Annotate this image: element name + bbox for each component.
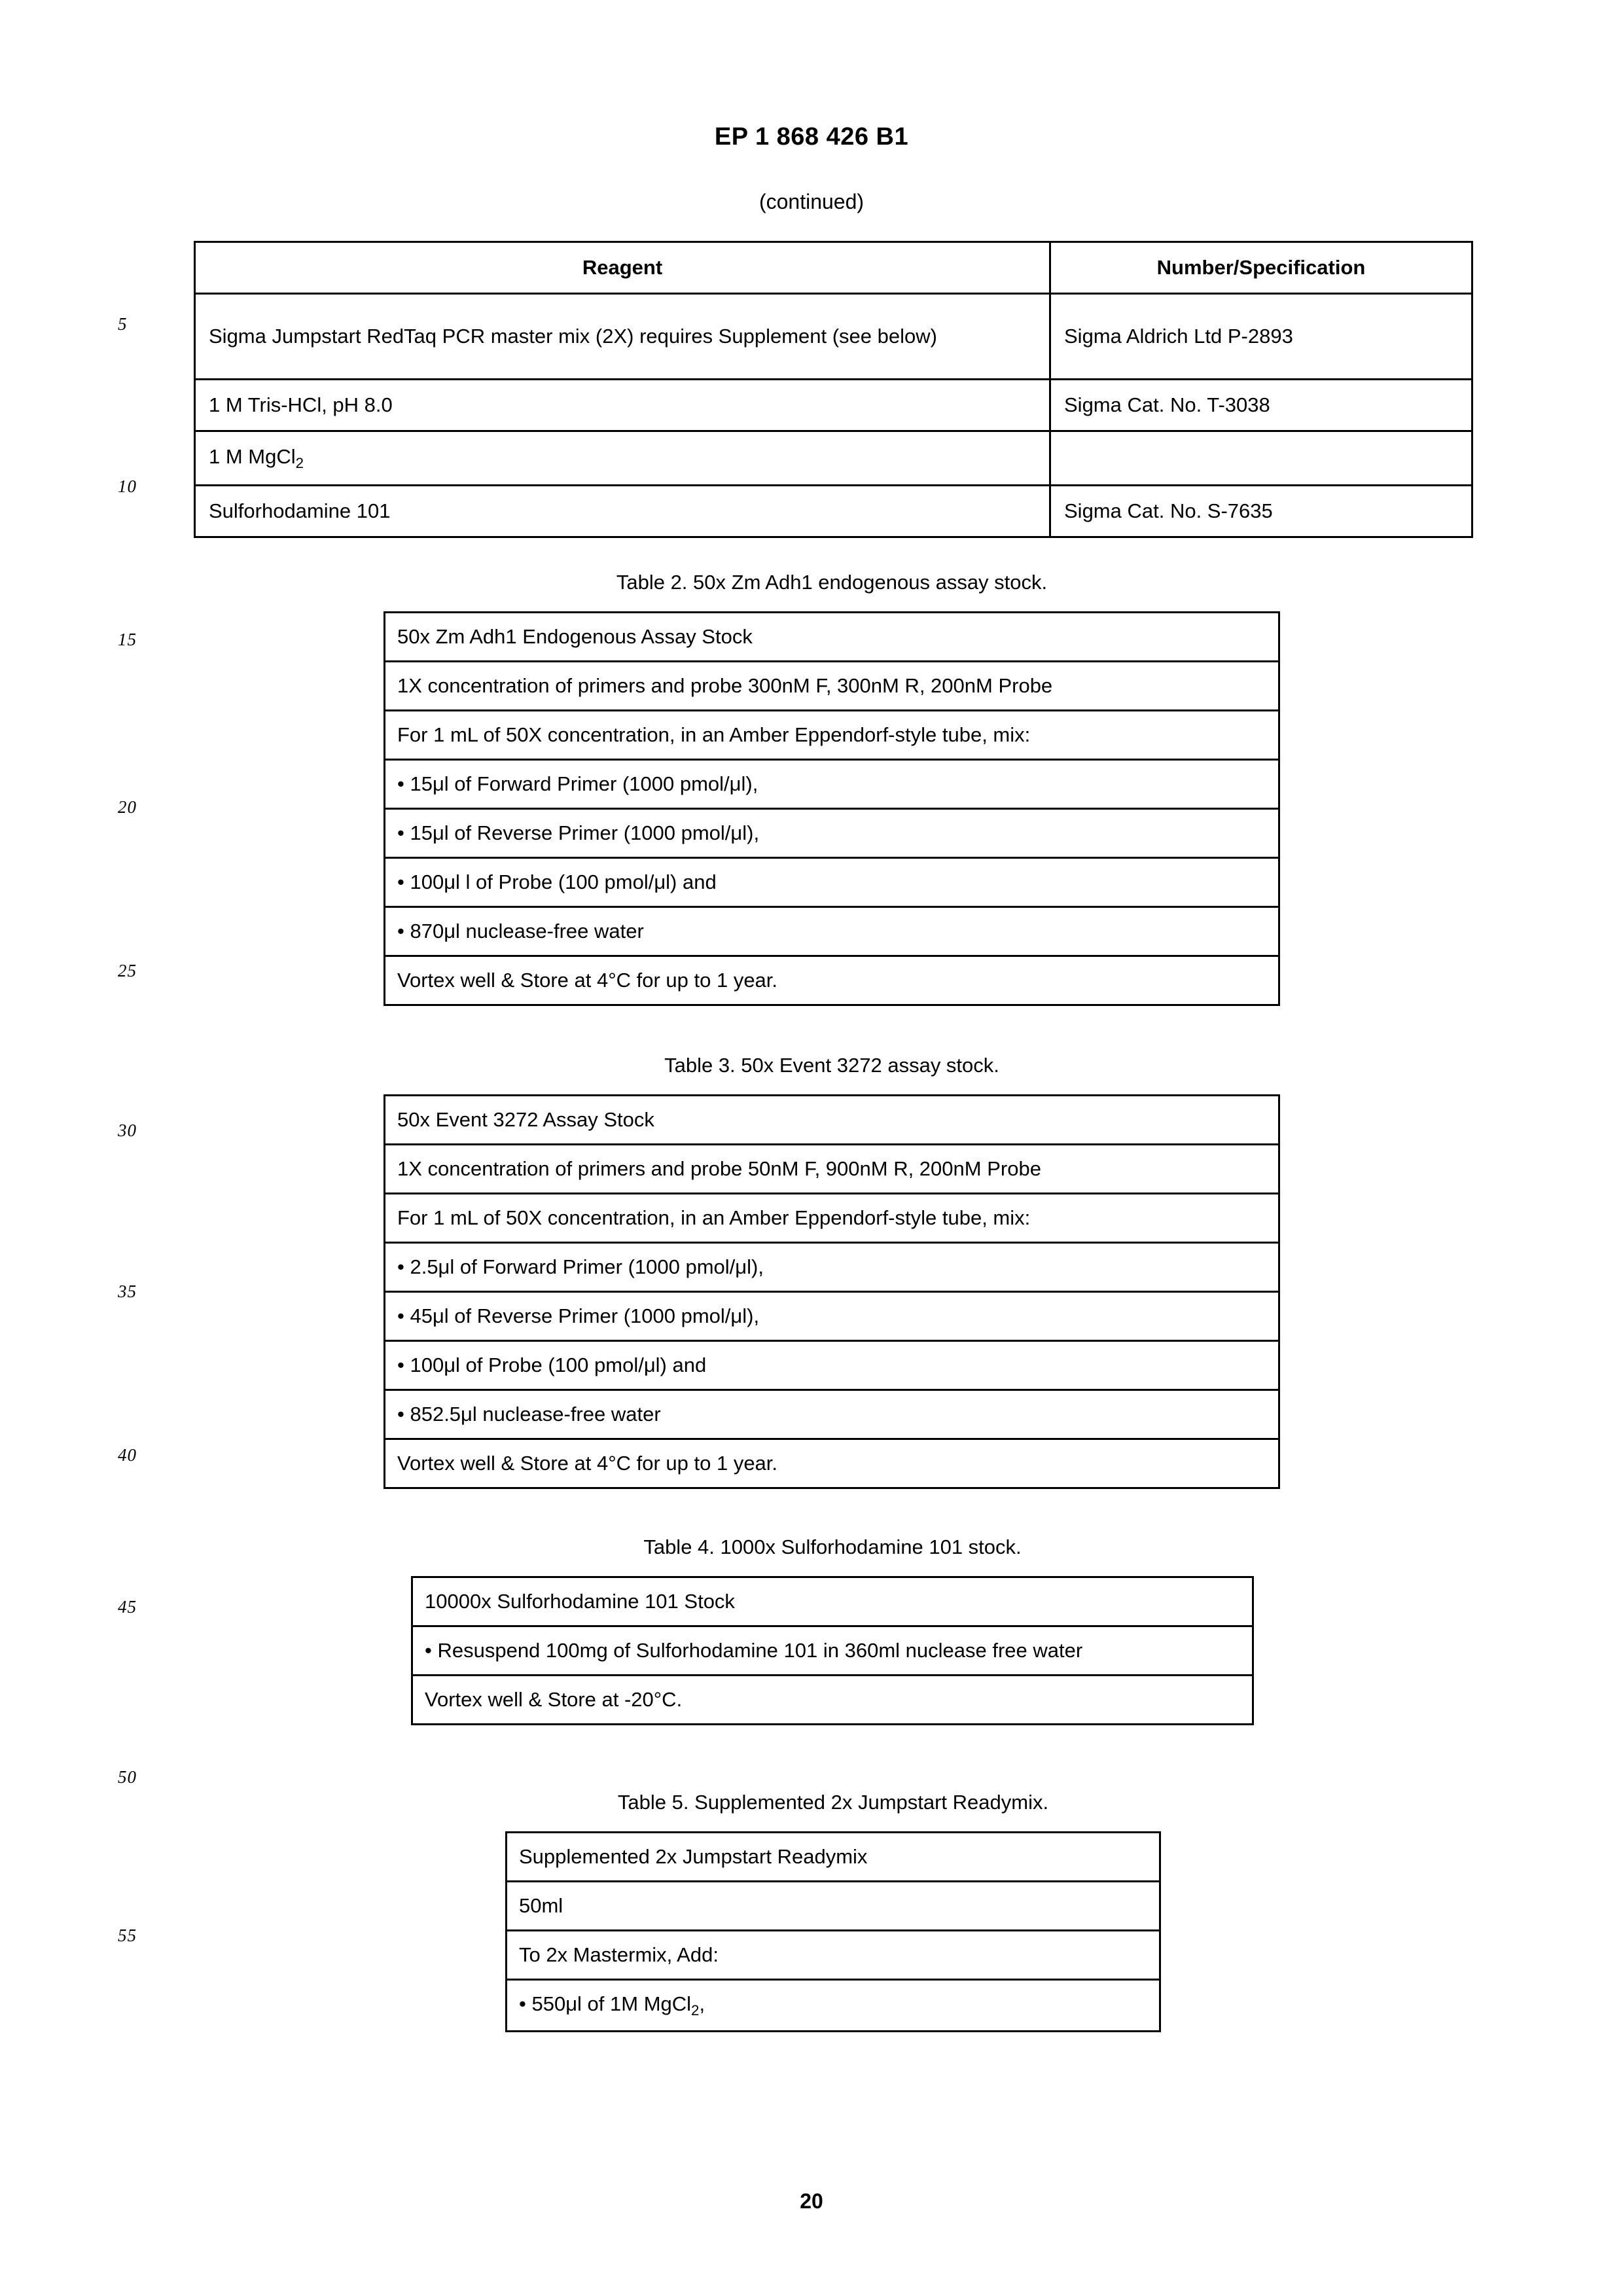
table2-footer: Vortex well & Store at 4°C for up to 1 year.: [385, 956, 1279, 1005]
table2-item: • 100μl l of Probe (100 pmol/μl) and: [385, 858, 1279, 907]
table5-item: [507, 1980, 1160, 2032]
cell-reagent-subscript: 2: [295, 455, 304, 472]
table-header-row: [195, 242, 1472, 294]
table5-title: Supplemented 2x Jumpstart Readymix: [507, 1833, 1160, 1882]
table-row: [507, 1833, 1160, 1882]
table3-item: • 2.5μl of Forward Primer (1000 pmol/μl),: [385, 1243, 1279, 1292]
table5-item-suffix: ,: [699, 1992, 705, 2016]
table3-caption: Table 3. 50x Event 3272 assay stock.: [664, 1054, 999, 1077]
table3-item: • 100μl of Probe (100 pmol/μl) and: [385, 1341, 1279, 1390]
table-row: [385, 1145, 1279, 1194]
table-row: [507, 1931, 1160, 1980]
table3-item: • 45μl of Reverse Primer (1000 pmol/μl),: [385, 1292, 1279, 1341]
table5-item-text: • 550μl of 1M MgCl: [519, 1992, 692, 2016]
line-number: 40: [118, 1445, 137, 1465]
zm-adh1-assay-stock-table: [383, 611, 1280, 1006]
table5-intro: To 2x Mastermix, Add:: [507, 1931, 1160, 1980]
table5-item-subscript: 2: [691, 2002, 700, 2019]
table-row: [507, 1882, 1160, 1931]
column-header-specification: Number/Specification: [1050, 242, 1472, 294]
table-row: [385, 760, 1279, 809]
line-number: 30: [118, 1121, 137, 1140]
table2-title: 50x Zm Adh1 Endogenous Assay Stock: [385, 613, 1279, 662]
table3-footer: Vortex well & Store at 4°C for up to 1 year.: [385, 1439, 1279, 1488]
table2-caption: Table 2. 50x Zm Adh1 endogenous assay stock.: [616, 571, 1048, 594]
table-row: [412, 1626, 1253, 1676]
line-number: 5: [118, 314, 128, 334]
table-row: [195, 485, 1472, 537]
table-row: [385, 1243, 1279, 1292]
table-row: [507, 1980, 1160, 2032]
table-row: [412, 1577, 1253, 1626]
cell-specification: [1050, 431, 1472, 486]
cell-specification: Sigma Cat. No. T-3038: [1050, 380, 1472, 431]
table3-subtitle: 1X concentration of primers and probe 50nM F, 900nM R, 200nM Probe: [385, 1145, 1279, 1194]
cell-reagent: Sigma Jumpstart RedTaq PCR master mix (2X) requires Supplement (see below): [195, 294, 1050, 380]
page-title: EP 1 868 426 B1: [714, 123, 909, 151]
table-row: [385, 613, 1279, 662]
line-number: 45: [118, 1597, 137, 1617]
line-number: 35: [118, 1282, 137, 1301]
continued-label: (continued): [758, 190, 865, 213]
column-header-reagent: Reagent: [195, 242, 1050, 294]
table-row: [195, 431, 1472, 486]
table-row: [385, 1096, 1279, 1145]
table-row: [385, 1292, 1279, 1341]
table2-item: • 15μl of Forward Primer (1000 pmol/μl),: [385, 760, 1279, 809]
cell-specification: Sigma Aldrich Ltd P-2893: [1050, 294, 1472, 380]
table-row: [385, 1194, 1279, 1243]
table-row: [385, 809, 1279, 858]
table-row: [385, 858, 1279, 907]
reagent-table: [194, 241, 1473, 538]
event-3272-assay-stock-table: [383, 1094, 1280, 1489]
line-number: 10: [118, 476, 137, 496]
line-number: 25: [118, 961, 137, 980]
table3-title: 50x Event 3272 Assay Stock: [385, 1096, 1279, 1145]
cell-reagent: [195, 431, 1050, 486]
table-row: [195, 294, 1472, 380]
sulforhodamine-stock-table: [411, 1576, 1254, 1725]
cell-reagent-text: 1 M MgCl: [209, 445, 296, 469]
table-row: [385, 1439, 1279, 1488]
table-row: [385, 711, 1279, 760]
table4-title: 10000x Sulforhodamine 101 Stock: [412, 1577, 1253, 1626]
table-row: [385, 956, 1279, 1005]
table-row: [385, 662, 1279, 711]
line-number: 55: [118, 1926, 137, 1945]
table-row: [385, 1390, 1279, 1439]
jumpstart-readymix-table: [505, 1831, 1161, 2032]
table2-item: • 15μl of Reverse Primer (1000 pmol/μl),: [385, 809, 1279, 858]
table2-intro: For 1 mL of 50X concentration, in an Amber Eppendorf-style tube, mix:: [385, 711, 1279, 760]
table-row: [412, 1676, 1253, 1725]
line-number-gutter: [0, 0, 190, 2296]
table2-subtitle: 1X concentration of primers and probe 300nM F, 300nM R, 200nM Probe: [385, 662, 1279, 711]
table5-caption: Table 5. Supplemented 2x Jumpstart Readymix.: [617, 1791, 1049, 1814]
table3-item: • 852.5μl nuclease-free water: [385, 1390, 1279, 1439]
line-number: 20: [118, 797, 137, 817]
table5-volume: 50ml: [507, 1882, 1160, 1931]
cell-reagent: 1 M Tris-HCl, pH 8.0: [195, 380, 1050, 431]
page-number: 20: [800, 2189, 823, 2213]
table-row: [385, 907, 1279, 956]
table4-caption: Table 4. 1000x Sulforhodamine 101 stock.: [643, 1535, 1022, 1558]
table4-item: • Resuspend 100mg of Sulforhodamine 101 in 360ml nuclease free water: [412, 1626, 1253, 1676]
table2-item: • 870μl nuclease-free water: [385, 907, 1279, 956]
table4-footer: Vortex well & Store at -20°C.: [412, 1676, 1253, 1725]
table3-intro: For 1 mL of 50X concentration, in an Amber Eppendorf-style tube, mix:: [385, 1194, 1279, 1243]
table-row: [385, 1341, 1279, 1390]
line-number: 50: [118, 1767, 137, 1787]
cell-reagent: Sulforhodamine 101: [195, 485, 1050, 537]
table-row: [195, 380, 1472, 431]
line-number: 15: [118, 630, 137, 649]
cell-specification: Sigma Cat. No. S-7635: [1050, 485, 1472, 537]
